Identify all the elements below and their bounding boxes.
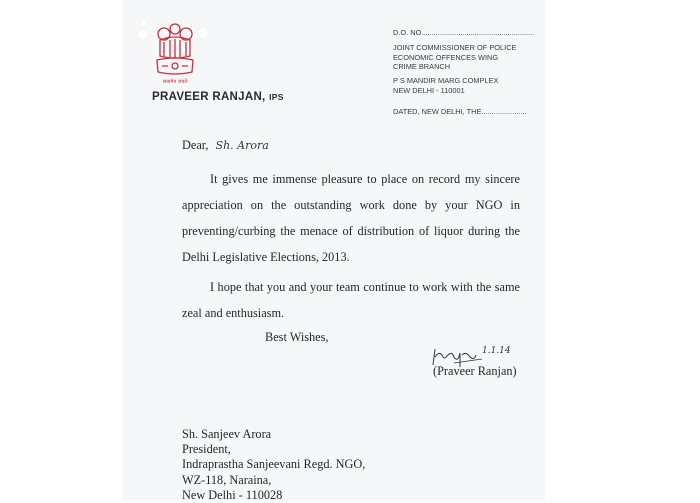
handwritten-addressee: Sh. Arora xyxy=(215,139,269,152)
signatory-name: (Praveer Ranjan) xyxy=(433,364,517,378)
recipient-address: Sh. Sanjeev Arora President, Indraprastha Sanjeevani Regd. NGO, WZ-118, Naraina, New Delhi - 110028 xyxy=(182,427,366,502)
sender-suffix: IPS xyxy=(269,92,284,102)
paragraph-hope: I hope that you and your team continue to work with the same zeal and enthusiasm. xyxy=(182,280,520,320)
emblem-motto: सत्यमेव जयते xyxy=(162,79,188,85)
sender-name: PRAVEER RANJAN, IPS xyxy=(152,91,284,103)
paragraph-appreciation: It gives me immense pleasure to place on record my sincere appreciation on the outstanding work done by your NGO in preventing/curbing the menace of distribution of liquor during the Delhi Legislative Elections, 2013. xyxy=(182,172,520,264)
dated-line: DATED, NEW DELHI, THE...................... xyxy=(393,107,527,116)
salutation: Dear, Sh. Arora xyxy=(182,138,269,152)
closing: Best Wishes, xyxy=(265,330,329,344)
designation: JOINT COMMISSIONER OF POLICE ECONOMIC OFFENCES WING CRIME BRANCH xyxy=(393,43,517,71)
do-number: D.O. NO....................................................... xyxy=(393,28,535,37)
office-address: P S MANDIR MARG COMPLEX NEW DELHI - 110001 xyxy=(393,76,499,95)
national-emblem-icon xyxy=(152,20,198,86)
signature-date: 1.1.14 xyxy=(482,346,511,356)
